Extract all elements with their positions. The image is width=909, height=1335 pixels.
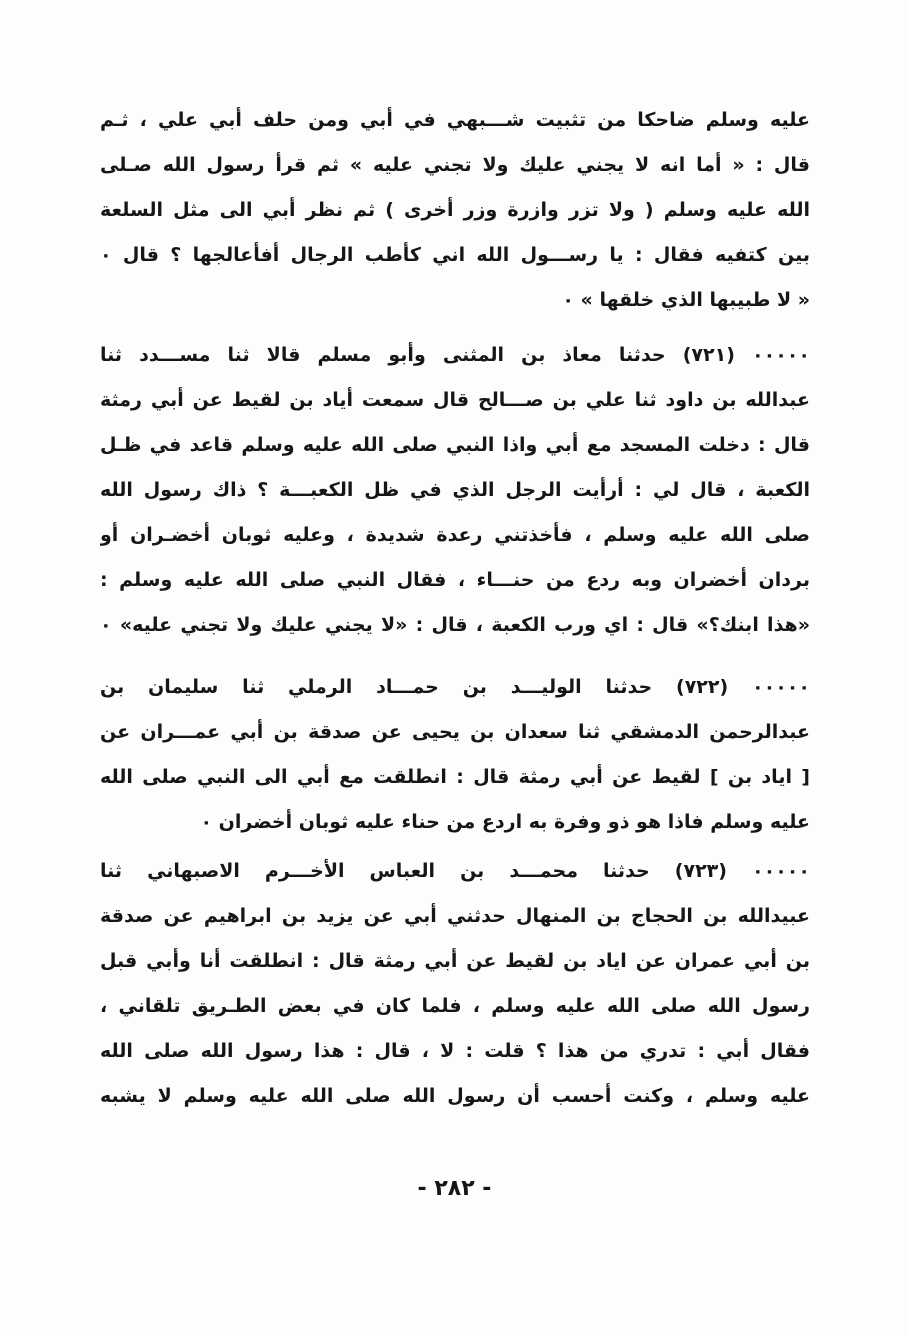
text-line: الله عليه وسلم ( ولا تزر وازرة وزر أخرى ) ثم نظر أبي الى مثل السلعة bbox=[100, 199, 810, 221]
text-line: « لا طبيبها الذي خلقها » ٠ bbox=[562, 289, 810, 311]
text-line: صلى الله عليه وسلم ، فأخذتني رعدة شديدة ، وعليه ثوبان أخضـران أو bbox=[100, 524, 810, 546]
paragraph-2 bbox=[100, 333, 810, 648]
text-line: عبدالرحمن الدمشقي ثنا سعدان بن يحيى عن صدقة بن أبي عمـــران عن bbox=[100, 721, 810, 743]
text-line: بردان أخضران وبه ردع من حنـــاء ، فقال النبي صلى الله عليه وسلم : bbox=[100, 569, 810, 591]
text-line: رسول الله صلى الله عليه وسلم ، فلما كان في بعض الطـريق تلقاني ، bbox=[100, 995, 810, 1017]
text-line: ٠٠٠٠٠ (٧٢٣) حدثنا محمـــد بن العباس الأخـــرم الاصبهاني ثنا bbox=[100, 860, 810, 882]
text-line: عليه وسلم فاذا هو ذو وفرة به اردع من حناء عليه ثوبان أخضران ٠ bbox=[200, 811, 810, 833]
text-line: عبدالله بن داود ثنا علي بن صـــالح قال سمعت أياد بن لقيط عن أبي رمثة bbox=[100, 389, 810, 411]
text-line: ٠٠٠٠٠ (٧٢٢) حدثنا الوليـــد بن حمـــاد الرملي ثنا سليمان بن bbox=[100, 676, 810, 698]
text-line: عليه وسلم ، وكنت أحسب أن رسول الله صلى الله عليه وسلم لا يشبه bbox=[100, 1085, 810, 1107]
text-line: [ اياد بن ] لقيط عن أبي رمثة قال : انطلقت مع أبي الى النبي صلى الله bbox=[100, 766, 810, 788]
text-line: بن أبي عمران عن اياد بن لقيط عن أبي رمثة قال : انطلقت أنا وأبي قبل bbox=[100, 950, 810, 972]
text-line: قال : « أما انه لا يجني عليك ولا تجني عليه » ثم قرأ رسول الله صـلى bbox=[100, 154, 810, 176]
text-line: الكعبة ، قال لي : أرأيت الرجل الذي في ظل الكعبـــة ؟ ذاك رسول الله bbox=[100, 479, 810, 501]
text-line: عليه وسلم ضاحكا من تثبيت شـــبهي في أبي ومن حلف أبي علي ، ثـم bbox=[100, 109, 810, 131]
text-line: «هذا ابنك؟» قال : اي ورب الكعبة ، قال : «لا يجني عليك ولا تجني عليه» ٠ bbox=[100, 614, 810, 636]
paragraph-4 bbox=[100, 849, 810, 1119]
text-line: ٠٠٠٠٠ (٧٢١) حدثنا معاذ بن المثنى وأبو مسلم قالا ثنا مســـدد ثنا bbox=[100, 344, 810, 366]
text-line: عبيدالله بن الحجاج بن المنهال حدثني أبي عن يزيد بن ابراهيم عن صدقة bbox=[100, 905, 810, 927]
paragraph-3 bbox=[100, 665, 810, 845]
text-line: قال : دخلت المسجد مع أبي واذا النبي صلى الله عليه وسلم قاعد في ظـل bbox=[100, 434, 810, 456]
text-line: فقال أبي : تدري من هذا ؟ قلت : لا ، قال : هذا رسول الله صلى الله bbox=[100, 1040, 810, 1062]
paragraph-1 bbox=[100, 98, 810, 323]
page-number: - ٢٨٢ - bbox=[417, 1176, 492, 1201]
text-line: بين كتفيه فقال : يا رســـول الله اني كأطب الرجال أفأعالجها ؟ قال ٠ bbox=[100, 244, 810, 266]
